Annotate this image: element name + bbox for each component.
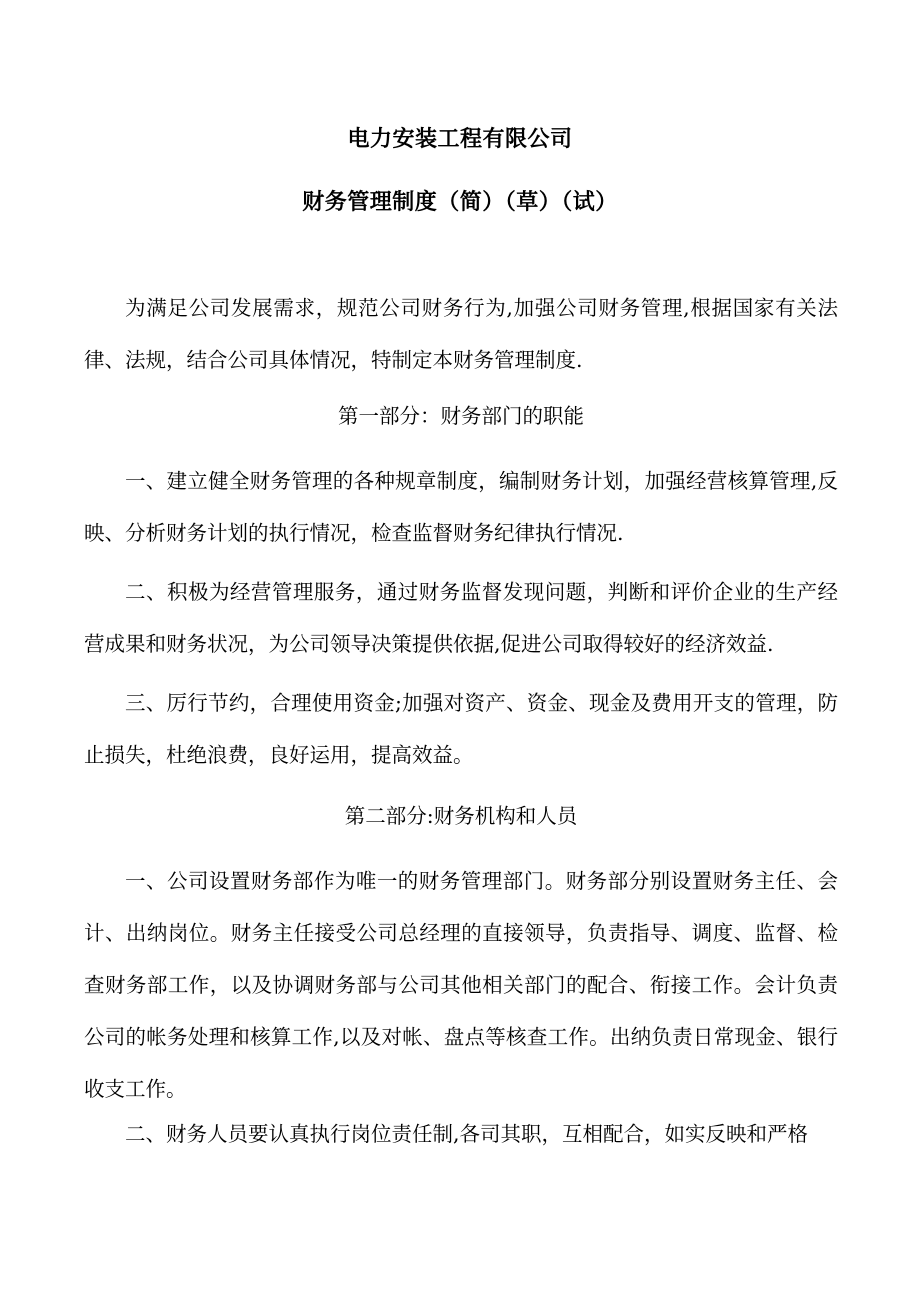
section2-paragraph-2: 二、财务人员要认真执行岗位责任制,各司其职，互相配合，如实反映和严格 [125, 1122, 809, 1146]
section1-paragraph-2: 二、积极为经营管理服务，通过财务监督发现问题，判断和评价企业的生产经营成果和财务状况，为公司领导决策提供依据,促进公司取得较好的经济效益. [84, 580, 838, 656]
section-heading-part1: 第一部分：财务部门的职能 [338, 404, 584, 428]
section-heading-part2: 第二部分:财务机构和人员 [344, 804, 578, 828]
section1-paragraph-1: 一、建立健全财务管理的各种规章制度，编制财务计划，加强经营核算管理,反映、分析财务计划的执行情况，检查监督财务纪律执行情况. [84, 469, 838, 545]
document-title: 财务管理制度（简）（草）（试） [302, 190, 618, 215]
intro-paragraph: 为满足公司发展需求，规范公司财务行为,加强公司财务管理,根据国家有关法律、法规，结合公司具体情况，特制定本财务管理制度. [84, 296, 838, 372]
section1-paragraph-3: 三、厉行节约，合理使用资金;加强对资产、资金、现金及费用开支的管理，防止损失，杜绝浪费，良好运用，提高效益。 [84, 691, 838, 767]
company-title: 电力安装工程有限公司 [347, 127, 573, 152]
section2-paragraph-1: 一、公司设置财务部作为唯一的财务管理部门。财务部分别设置财务主任、会计、出纳岗位。财务主任接受公司总经理的直接领导，负责指导、调度、监督、检查财务部工作，以及协调财务部与公司其他相关部门的配合、衔接工作。会计负责公司的帐务处理和核算工作,以及对帐、盘点等核查工作。出纳负责日常现金、银行收支工作。 [84, 869, 838, 1101]
